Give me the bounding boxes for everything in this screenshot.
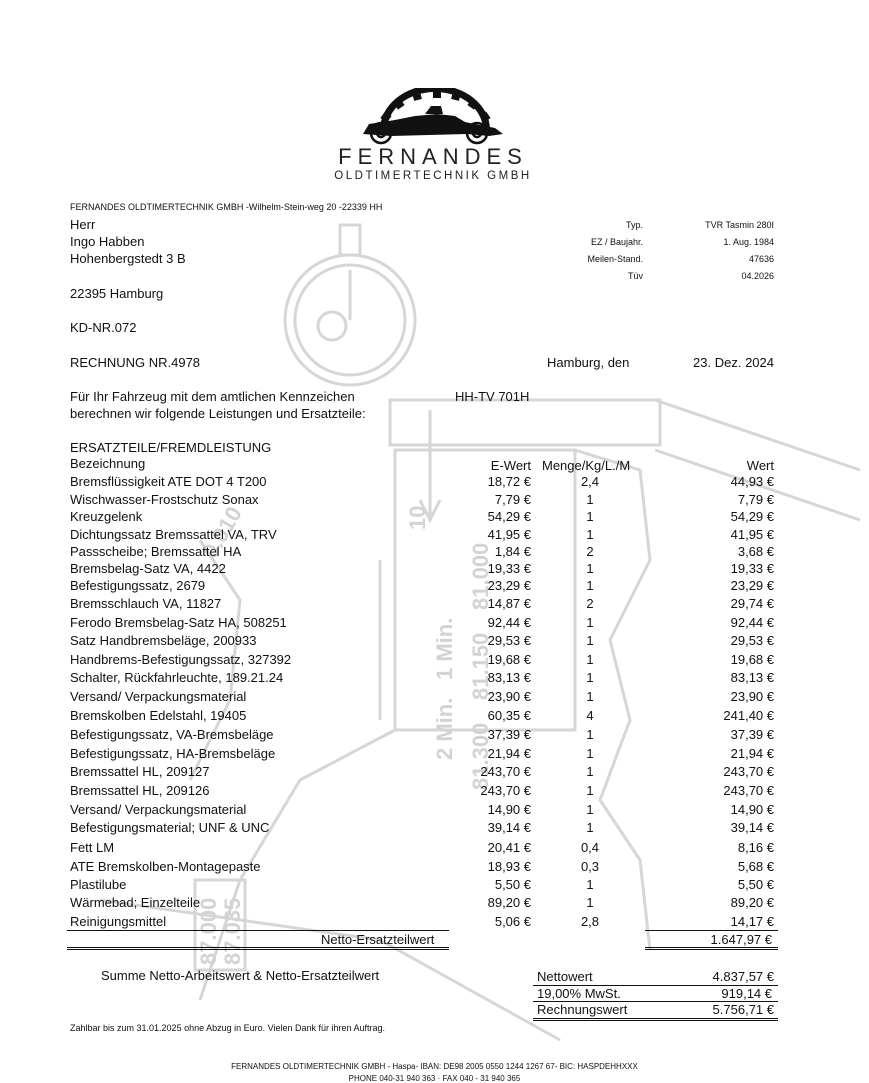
item-name: Kreuzgelenk	[70, 509, 143, 524]
item-unit-price: 243,70 €	[480, 764, 531, 779]
item-unit-price: 14,90 €	[487, 802, 531, 817]
svg-text:81.150: 81.150	[468, 632, 493, 700]
table-row	[0, 877, 869, 895]
vehicle-registration-value: 1. Aug. 1984	[723, 237, 774, 247]
item-total: 37,39 €	[730, 727, 774, 742]
item-quantity: 1	[586, 877, 594, 892]
footer-phone-line: PHONE 040-31 940 363 · FAX 040 - 31 940 365	[348, 1074, 521, 1083]
net-parts-value: 1.647,97 €	[710, 932, 772, 947]
item-name: Passscheibe; Bremssattel HA	[70, 544, 242, 559]
item-total: 19,33 €	[730, 561, 774, 576]
item-total: 29,74 €	[730, 596, 774, 611]
net-rule-top-left	[67, 930, 449, 931]
svg-text:87.035: 87.035	[220, 897, 245, 965]
net-total-label: Nettowert	[537, 969, 593, 984]
invoice-total-label: Rechnungswert	[537, 1002, 628, 1017]
item-name: ATE Bremskolben-Montagepaste	[70, 859, 261, 874]
table-row	[0, 561, 869, 579]
table-row	[0, 708, 869, 726]
item-name: Befestigungssatz, 2679	[70, 578, 206, 593]
item-name: Dichtungssatz Bremssattel VA, TRV	[70, 527, 277, 542]
table-row	[0, 802, 869, 820]
item-name: Plastilube	[70, 877, 127, 892]
item-quantity: 1	[586, 689, 594, 704]
table-row	[0, 859, 869, 877]
table-row	[0, 544, 869, 562]
item-unit-price: 5,50 €	[494, 877, 531, 892]
vehicle-tuev-value: 04.2026	[741, 271, 774, 281]
column-header-wert: Wert	[746, 458, 774, 473]
item-quantity: 1	[586, 561, 594, 576]
payment-note: Zahlbar bis zum 31.01.2025 ohne Abzug in Euro. Vielen Dank für ihren Auftrag.	[70, 1023, 386, 1033]
item-quantity: 2	[586, 596, 594, 611]
item-total: 21,94 €	[730, 746, 774, 761]
recipient-salutation: Herr	[70, 217, 96, 232]
item-quantity: 1	[586, 670, 594, 685]
item-total: 92,44 €	[730, 615, 774, 630]
invoice-place: Hamburg, den	[547, 355, 630, 370]
invoice-total-value: 5.756,71 €	[712, 1002, 774, 1017]
item-unit-price: 19,33 €	[487, 561, 531, 576]
item-unit-price: 60,35 €	[487, 708, 531, 723]
item-unit-price: 89,20 €	[487, 895, 531, 910]
item-total: 243,70 €	[723, 783, 774, 798]
brand-name: FERNANDES	[338, 144, 528, 169]
item-name: Handbrems-Befestigungssatz, 327392	[70, 652, 292, 667]
item-total: 19,68 €	[730, 652, 774, 667]
item-quantity: 1	[586, 578, 594, 593]
summary-rule-3-double	[533, 1020, 778, 1021]
net-rule-bottom-right	[645, 947, 778, 948]
table-row	[0, 895, 869, 913]
item-total: 39,14 €	[730, 820, 774, 835]
item-name: Befestigungsmaterial; UNF & UNC	[70, 820, 270, 835]
vat-label: 19,00% MwSt.	[537, 986, 621, 1001]
vat-value: 919,14 €	[721, 986, 772, 1001]
net-rule-bottom-left	[67, 947, 449, 948]
net-rule-bottom-left-double	[67, 949, 449, 950]
item-total: 29,53 €	[730, 633, 774, 648]
column-header-menge: Menge/Kg/L./M	[542, 458, 631, 473]
intro-line-1: Für Ihr Fahrzeug mit dem amtlichen Kennzeichen	[70, 389, 355, 404]
table-row	[0, 615, 869, 633]
table-row	[0, 689, 869, 707]
svg-text:2 Min.: 2 Min.	[432, 697, 457, 760]
item-name: Bremskolben Edelstahl, 19405	[70, 708, 247, 723]
svg-text:0.010: 0.010	[197, 502, 247, 563]
item-quantity: 4	[586, 708, 594, 723]
item-total: 5,50 €	[737, 877, 774, 892]
item-quantity: 1	[586, 527, 594, 542]
table-row	[0, 492, 869, 510]
item-name: Bremssattel HL, 209127	[70, 764, 210, 779]
item-total: 44,93 €	[730, 474, 774, 489]
item-name: Bremsbelag-Satz VA, 4422	[70, 561, 226, 576]
item-quantity: 1	[586, 783, 594, 798]
item-unit-price: 18,93 €	[487, 859, 531, 874]
recipient-city: 22395 Hamburg	[70, 286, 164, 301]
item-quantity: 0,3	[580, 859, 600, 874]
svg-text:81.300: 81.300	[468, 722, 493, 790]
table-row	[0, 670, 869, 688]
item-unit-price: 41,95 €	[487, 527, 531, 542]
item-total: 14,17 €	[730, 914, 774, 929]
item-quantity: 1	[586, 895, 594, 910]
item-total: 14,90 €	[730, 802, 774, 817]
table-row	[0, 840, 869, 858]
item-unit-price: 21,94 €	[487, 746, 531, 761]
summary-label: Summe Netto-Arbeitswert & Netto-Ersatzteilwert	[101, 968, 380, 983]
brand-subtitle: OLDTIMERTECHNIK GMBH	[334, 170, 532, 182]
section-title: ERSATZTEILE/FREMDLEISTUNG	[70, 440, 272, 455]
net-rule-bottom-right-double	[645, 949, 778, 950]
summary-rule-3	[533, 1018, 778, 1019]
item-total: 3,68 €	[737, 544, 774, 559]
item-name: Bremsflüssigkeit ATE DOT 4 T200	[70, 474, 267, 489]
item-name: Fett LM	[70, 840, 115, 855]
vehicle-type-value: TVR Tasmin 280I	[705, 220, 774, 230]
item-name: Reinigungsmittel	[70, 914, 167, 929]
item-unit-price: 39,14 €	[487, 820, 531, 835]
recipient-name: Ingo Habben	[70, 234, 145, 249]
item-total: 89,20 €	[730, 895, 774, 910]
item-unit-price: 37,39 €	[487, 727, 531, 742]
item-unit-price: 83,13 €	[487, 670, 531, 685]
item-quantity: 2	[586, 544, 594, 559]
item-unit-price: 1,84 €	[494, 544, 531, 559]
item-quantity: 1	[586, 764, 594, 779]
svg-text:81.000: 81.000	[468, 542, 493, 610]
item-unit-price: 20,41 €	[487, 840, 531, 855]
table-row	[0, 527, 869, 545]
item-name: Satz Handbremsbeläge, 200933	[70, 633, 257, 648]
footer-bank-line: FERNANDES OLDTIMERTECHNIK GMBH - Haspa- IBAN: DE98 2005 0550 1244 1267 67- BIC: HASPDEHHXXX	[231, 1062, 638, 1071]
intro-line-2: berechnen wir folgende Leistungen und Ersatzteile:	[70, 406, 366, 421]
item-unit-price: 14,87 €	[487, 596, 531, 611]
item-total: 23,90 €	[730, 689, 774, 704]
item-total: 243,70 €	[723, 764, 774, 779]
recipient-street: Hohenbergstedt 3 B	[70, 251, 186, 266]
table-row	[0, 727, 869, 745]
table-row	[0, 764, 869, 782]
item-name: Wischwasser-Frostschutz Sonax	[70, 492, 259, 507]
item-unit-price: 23,90 €	[487, 689, 531, 704]
net-parts-label: Netto-Ersatzteilwert	[321, 932, 435, 947]
item-quantity: 1	[586, 509, 594, 524]
svg-text:1 Min.: 1 Min.	[432, 617, 457, 680]
invoice-date: 23. Dez. 2024	[693, 355, 774, 370]
invoice-number: RECHNUNG NR.4978	[70, 355, 201, 370]
svg-text:87.000: 87.000	[196, 897, 221, 965]
item-quantity: 2,4	[580, 474, 600, 489]
item-unit-price: 54,29 €	[487, 509, 531, 524]
item-name: Befestigungssatz, VA-Bremsbeläge	[70, 727, 274, 742]
vehicle-mileage-value: 47636	[748, 254, 774, 264]
item-name: Ferodo Bremsbelag-Satz HA, 508251	[70, 615, 287, 630]
table-row	[0, 578, 869, 596]
item-name: Bremsschlauch VA, 11827	[70, 596, 222, 611]
table-row	[0, 474, 869, 492]
table-row	[0, 746, 869, 764]
item-name: Bremssattel HL, 209126	[70, 783, 210, 798]
item-name: Versand/ Verpackungsmaterial	[70, 802, 247, 817]
item-quantity: 1	[586, 802, 594, 817]
item-total: 83,13 €	[730, 670, 774, 685]
vehicle-tuev-label: Tüv	[627, 271, 643, 281]
item-unit-price: 7,79 €	[494, 492, 531, 507]
item-unit-price: 92,44 €	[487, 615, 531, 630]
vehicle-mileage-label: Meilen-Stand.	[587, 254, 643, 264]
item-total: 23,29 €	[730, 578, 774, 593]
table-row	[0, 820, 869, 838]
item-name: Befestigungssatz, HA-Bremsbeläge	[70, 746, 276, 761]
item-total: 5,68 €	[737, 859, 774, 874]
table-row	[0, 783, 869, 801]
item-name: Schalter, Rückfahrleuchte, 189.21.24	[70, 670, 284, 685]
svg-text:10: 10	[405, 505, 430, 530]
vehicle-registration-label: EZ / Baujahr.	[590, 237, 643, 247]
item-total: 54,29 €	[730, 509, 774, 524]
vehicle-type-label: Typ.	[625, 220, 643, 230]
column-header-name: Bezeichnung	[70, 456, 146, 471]
table-row	[0, 652, 869, 670]
item-unit-price: 243,70 €	[480, 783, 531, 798]
item-quantity: 1	[586, 727, 594, 742]
net-total-value: 4.837,57 €	[712, 969, 774, 984]
item-quantity: 2,8	[580, 914, 600, 929]
item-unit-price: 23,29 €	[487, 578, 531, 593]
item-unit-price: 19,68 €	[487, 652, 531, 667]
item-quantity: 0,4	[580, 840, 600, 855]
sender-line: FERNANDES OLDTIMERTECHNIK GMBH -Wilhelm-Stein-weg 20 -22339 HH	[70, 202, 383, 212]
item-quantity: 1	[586, 652, 594, 667]
item-name: Versand/ Verpackungsmaterial	[70, 689, 247, 704]
item-name: Wärmebad; Einzelteile	[70, 895, 201, 910]
table-row	[0, 509, 869, 527]
item-quantity: 1	[586, 492, 594, 507]
item-total: 7,79 €	[737, 492, 774, 507]
item-quantity: 1	[586, 615, 594, 630]
column-header-ewert: E-Wert	[490, 458, 531, 473]
item-quantity: 1	[586, 633, 594, 648]
item-quantity: 1	[586, 820, 594, 835]
item-total: 41,95 €	[730, 527, 774, 542]
net-rule-top-right	[645, 930, 778, 931]
item-unit-price: 5,06 €	[494, 914, 531, 929]
item-total: 241,40 €	[723, 708, 774, 723]
item-total: 8,16 €	[737, 840, 774, 855]
item-quantity: 1	[586, 746, 594, 761]
table-row	[0, 596, 869, 614]
item-unit-price: 29,53 €	[487, 633, 531, 648]
item-unit-price: 18,72 €	[487, 474, 531, 489]
license-plate: HH-TV 701H	[455, 389, 530, 404]
customer-number: KD-NR.072	[70, 320, 137, 335]
table-row	[0, 633, 869, 651]
